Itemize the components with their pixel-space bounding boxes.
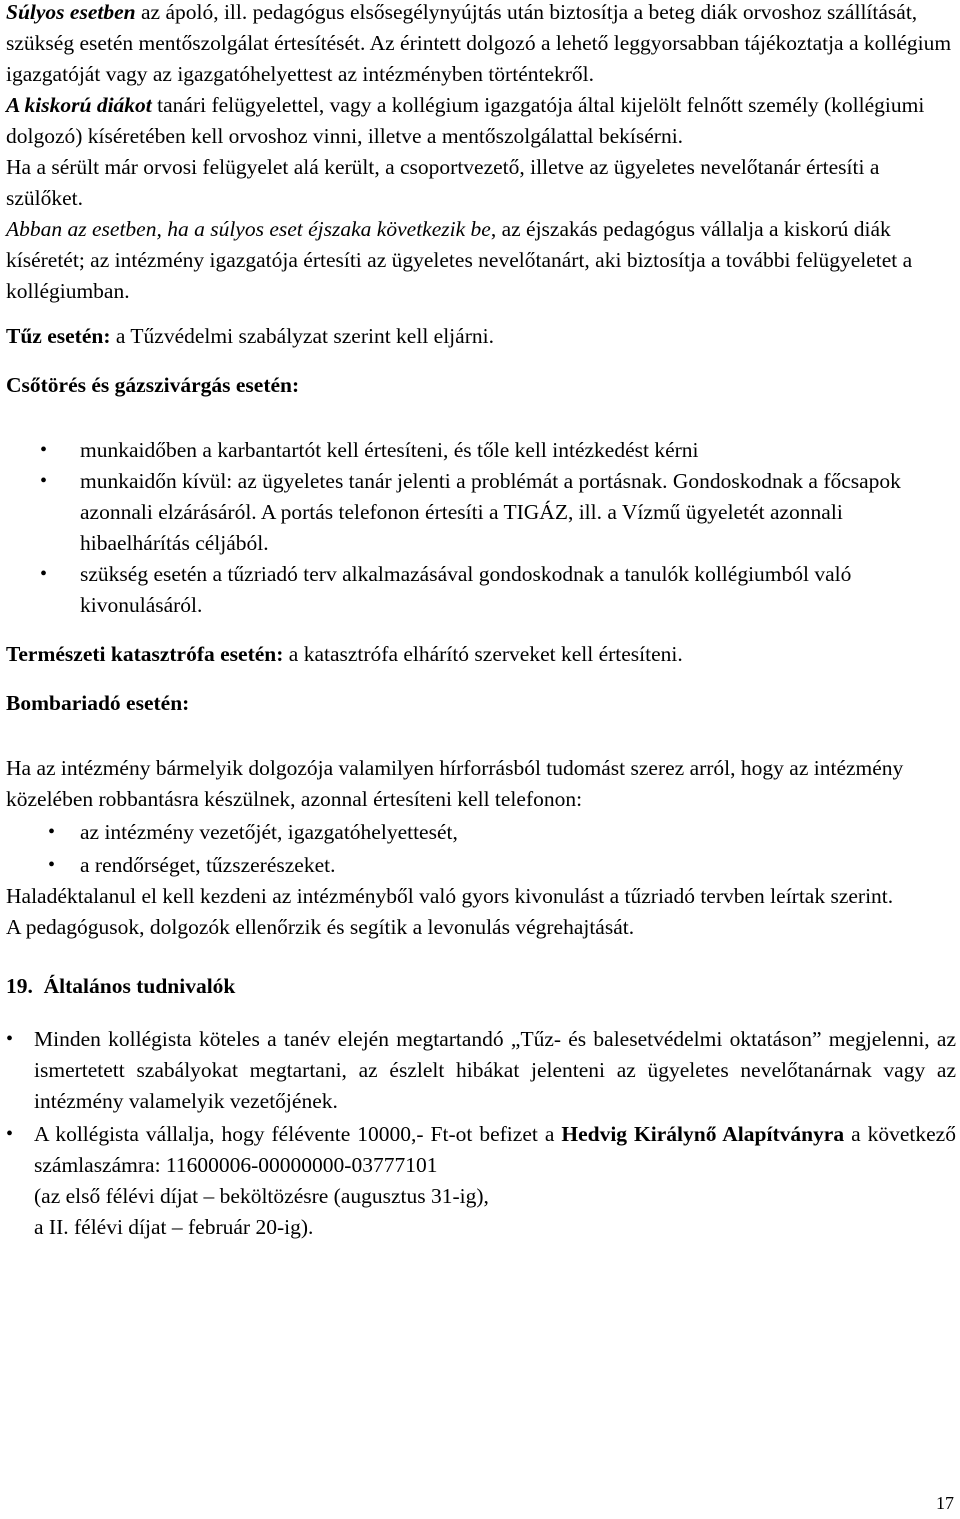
bullet-icon: • [48, 854, 56, 876]
list-item: • Minden kollégista köteles a tanév elején megtartandó „Tűz- és balesetvédelmi oktatáson” megjelenni, az ismertetett szabályokat megtartani, az észlelt hibákat jelenteni az ügyeletes nevelőtanárnak vagy az intézmény valamelyik vezetőjének. [6, 1024, 956, 1117]
section-19-heading [6, 971, 956, 1002]
list-item: • munkaidőben a karbantartót kell értesíteni, és tőle kell intézkedést kérni [6, 435, 956, 466]
minor-student-lead: A kiskorú diákot [6, 93, 152, 117]
bomb-list [6, 817, 956, 881]
fire-text: a Tűzvédelmi szabályzat szerint kell eljárni. [110, 324, 494, 348]
document-page [6, 0, 956, 1243]
paragraph-night-case [6, 214, 956, 307]
minor-student-text: tanári felügyelettel, vagy a kollégium igazgatója által kijelölt felnőtt személy (kollégiumi dolgozó) kíséretében kell orvoshoz vinni, illetve a mentőszolgálattal bekísérni. [6, 93, 925, 148]
list-item: • az intézmény vezetőjét, igazgatóhelyettesét, [6, 817, 956, 848]
paragraph-severe-case [6, 0, 956, 90]
bullet-icon: • [40, 439, 48, 461]
night-case-lead: Abban az esetben, ha a súlyos eset éjszaka következik be [6, 217, 491, 241]
paragraph-injured: Ha a sérült már orvosi felügyelet alá került, a csoportvezető, illetve az ügyeletes nevelőtanár értesíti a szülőket. [6, 155, 880, 210]
pipe-list [6, 435, 956, 621]
bomb-intro: Ha az intézmény bármelyik dolgozója valamilyen hírforrásból tudomást szerez arról, hogy az intézmény közelében robbantásra készülnek, azonnal értesíteni kell telefonon: [6, 756, 904, 811]
bullet-icon: • [6, 1028, 14, 1050]
fee-note-second: a II. félévi díjat – február 20-ig). [34, 1215, 314, 1239]
page-number: 17 [936, 1493, 954, 1513]
severe-case-text: az ápoló, ill. pedagógus elsősegélynyújtás után biztosítja a beteg diák orvoshoz szállítását, szükség esetén mentőszolgálat értesítését. Az érintett dolgozó a lehető leggyorsabban tájékoztatja a kollégium igazgatóját vagy az igazgatóhelyettest az intézményben történtekről. [6, 0, 952, 86]
pipe-heading: Csőtörés és gázszivárgás esetén: [6, 373, 300, 397]
bomb-staff: A pedagógusok, dolgozók ellenőrzik és segítik a levonulás végrehajtását. [6, 915, 635, 939]
list-item: • munkaidőn kívül: az ügyeletes tanár jelenti a problémát a portásnak. Gondoskodnak a főcsapok azonnali elzárásáról. A portás telefonon értesíti a TIGÁZ, ill. a Vízmű ügyeletét azonnali hibaelhárítás céljából. [6, 466, 956, 559]
list-item: • a rendőrséget, tűzszerészeket. [6, 850, 956, 881]
bomb-evacuation: Haladéktalanul el kell kezdeni az intézményből való gyors kivonulást a tűzriadó tervben leírtak szerint. [6, 884, 894, 908]
bomb-heading: Bombariadó esetén: [6, 691, 190, 715]
fee-note-first: (az első félévi díjat – beköltözésre (augusztus 31-ig), [34, 1184, 489, 1208]
list-item: • A kollégista vállalja, hogy félévente 10000,- Ft-ot befizet a Hedvig Királynő Alapítványra a következő számlaszámra: 11600006-00000000-03777101 [6, 1119, 956, 1181]
paragraph-minor-student [6, 90, 956, 152]
paragraph-disaster [6, 639, 956, 670]
foundation-name: Hedvig Királynő Alapítványra [561, 1122, 845, 1146]
section-number: 19. [6, 974, 33, 998]
severe-case-lead: Súlyos esetben [6, 0, 136, 24]
list-item: • szükség esetén a tűzriadó terv alkalmazásával gondoskodnak a tanulók kollégiumból való kivonulásáról. [6, 559, 956, 621]
bullet-icon: • [40, 470, 48, 492]
fire-label: Tűz esetén: [6, 324, 111, 348]
section-title: Általános tudnivalók [43, 974, 236, 998]
bullet-icon: • [6, 1123, 14, 1145]
general-info-list [6, 1024, 956, 1181]
night-case-text: , az éjszakás pedagógus vállalja a kiskorú diák kíséretét; az intézmény igazgatója értesíti az ügyeletes nevelőtanárt, aki biztosítja a további felügyeletet a kollégiumban. [6, 217, 913, 303]
bullet-icon: • [40, 563, 48, 585]
disaster-text: a katasztrófa elhárító szerveket kell értesíteni. [283, 642, 683, 666]
disaster-label: Természeti katasztrófa esetén: [6, 642, 284, 666]
paragraph-fire [6, 321, 956, 352]
bullet-icon: • [48, 821, 56, 843]
